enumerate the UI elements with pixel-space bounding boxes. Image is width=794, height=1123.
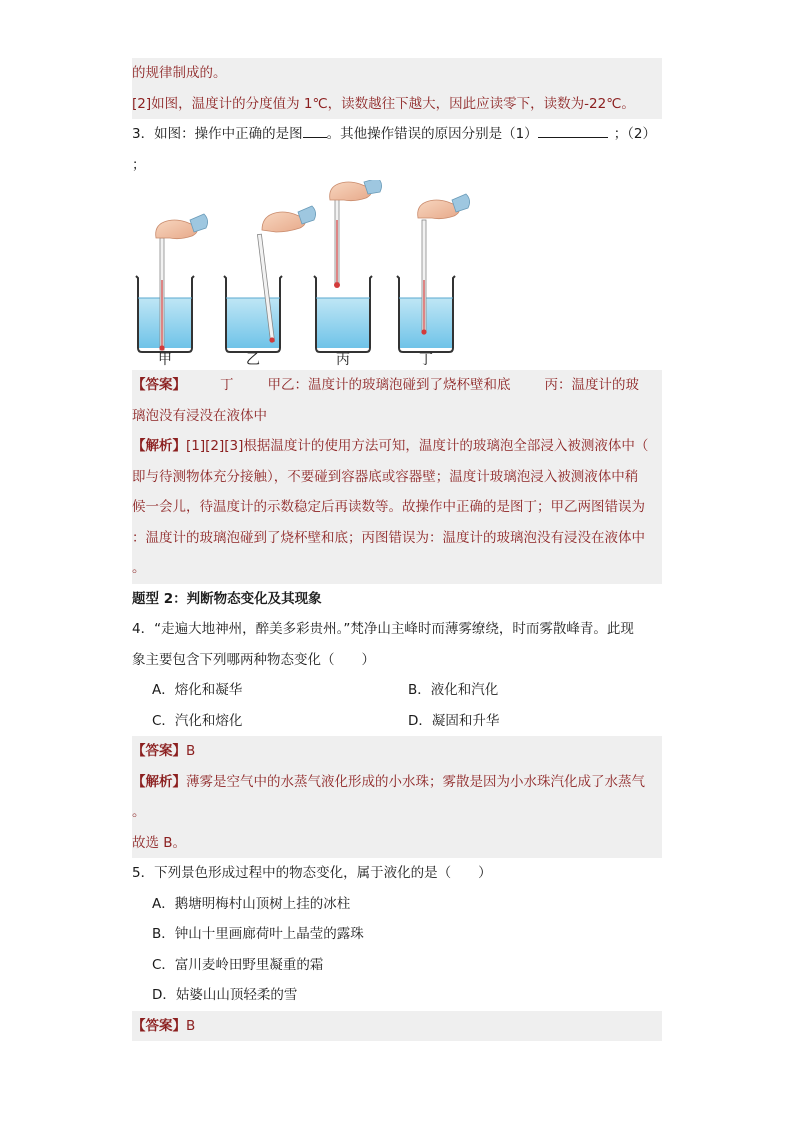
q3-analysis-line-3: 候一会儿，待温度计的示数稳定后再读数等。故操作中正确的是图丁；甲乙两图错误为 xyxy=(132,499,645,515)
q5-option-a[interactable]: A．鹅塘明梅村山顶树上挂的冰柱 xyxy=(152,895,351,912)
q3-stem xyxy=(132,119,662,150)
q3-answer-line-1 xyxy=(132,370,662,401)
q3-answer-2: 甲乙：温度计的玻璃泡碰到了烧杯壁和底 xyxy=(267,377,511,393)
q3-answer-line-2: 璃泡没有浸没在液体中 xyxy=(132,407,267,424)
q4-answer: B xyxy=(186,743,196,759)
q2-tail-line-1: 的规律制成的。 xyxy=(132,65,227,81)
q5-stem: 5．下列景色形成过程中的物态变化，属于液化的是（ ） xyxy=(132,865,492,881)
q4-analysis-line-2: 。 xyxy=(132,804,146,820)
analysis-tag: 【解析】 xyxy=(132,438,186,454)
q3-blank-figure xyxy=(303,123,327,138)
q4-analysis-text-1: 薄雾是空气中的水蒸气液化形成的小水珠；雾散是因为小水珠汽化成了水蒸气 xyxy=(186,773,645,790)
worksheet-page xyxy=(132,58,662,1041)
q4-options xyxy=(132,675,662,736)
hand-bing xyxy=(330,180,382,201)
figure-label-ding: 丁 xyxy=(419,352,433,366)
hand-yi xyxy=(262,206,316,232)
q3-analysis-line-5: 。 xyxy=(132,560,146,576)
figure-label-jia: 甲 xyxy=(158,352,172,366)
q3-analysis-text-1: [1][2][3]根据温度计的使用方法可知，温度计的玻璃泡全部浸入被测液体中（ xyxy=(186,438,649,454)
thermometer-jia xyxy=(159,238,164,351)
thermometer-bing xyxy=(334,198,340,288)
q3-answer-3a: 丙：温度计的玻 xyxy=(544,377,639,393)
q3-analysis-block xyxy=(132,431,662,584)
q3-stem-part-c: ；（2） xyxy=(613,126,657,142)
beaker-bing xyxy=(314,276,372,352)
beaker-thermometer-figure xyxy=(134,180,474,366)
q5-option-b[interactable]: B．钟山十里画廊荷叶上晶莹的露珠 xyxy=(152,926,364,942)
analysis-tag: 【解析】 xyxy=(132,773,186,790)
section-title: 题型 2：判断物态变化及其现象 xyxy=(132,590,322,607)
q4-stem-line-1: 4．“走遍大地神州，醉美多彩贵州。”梵净山主峰时而薄雾缭绕，时而雾散峰青。此现 xyxy=(132,621,634,637)
hand-ding xyxy=(418,194,470,219)
answer-tag: 【答案】 xyxy=(132,377,186,393)
q3-answer-1: 丁 xyxy=(220,377,234,393)
q4-stem-line-2: 象主要包含下列哪两种物态变化（ ） xyxy=(132,651,375,668)
q3-stem-part-b: 。其他操作错误的原因分别是（1） xyxy=(326,126,538,142)
figure-label-bing: 丙 xyxy=(336,352,350,366)
q4-analysis-line-1 xyxy=(132,767,662,798)
q4-option-b[interactable]: B．液化和汽化 xyxy=(408,682,499,698)
hand-jia xyxy=(156,214,208,239)
figure-label-yi: 乙 xyxy=(246,352,260,366)
q4-answer-block xyxy=(132,736,662,858)
answer-tag: 【答案】 xyxy=(132,743,186,759)
q4-option-a[interactable]: A．熔化和凝华 xyxy=(152,682,243,698)
q5-answer-line xyxy=(132,1011,662,1042)
q4-conclusion: 故选 B。 xyxy=(132,834,187,851)
q3-analysis-line-1 xyxy=(132,431,662,462)
q4-option-d[interactable]: D．凝固和升华 xyxy=(408,712,500,729)
beaker-jia xyxy=(136,276,194,352)
q4-option-c[interactable]: C．汽化和熔化 xyxy=(152,712,243,729)
q5-option-d[interactable]: D．姑婆山山顶轻柔的雪 xyxy=(152,987,298,1003)
q5-option-c[interactable]: C．富川麦岭田野里凝重的霜 xyxy=(152,956,324,973)
q4-answer-line xyxy=(132,736,662,767)
answer-tag: 【答案】 xyxy=(132,1017,186,1034)
thermometer-ding xyxy=(421,220,426,335)
q2-tail-line-2: [2]如图，温度计的分度值为 1℃，读数越往下越大，因此应读零下，读数为-22℃。 xyxy=(132,95,635,112)
q3-blank-1 xyxy=(538,123,608,138)
q3-answer-block xyxy=(132,370,662,431)
q2-analysis-block xyxy=(132,58,662,119)
q5-answer: B xyxy=(186,1017,196,1034)
q3-analysis-line-2: 即与待测物体充分接触），不要碰到容器底或容器壁；温度计玻璃泡浸入被测液体中稍 xyxy=(132,468,639,485)
q3-stem-part-a: 3．如图：操作中正确的是图 xyxy=(132,126,303,142)
q3-stem-cont: ； xyxy=(132,156,146,173)
q3-analysis-line-4: ：温度计的玻璃泡碰到了烧杯壁和底；丙图错误为：温度计的玻璃泡没有浸没在液体中 xyxy=(132,529,645,546)
q5-answer-block xyxy=(132,1011,662,1042)
